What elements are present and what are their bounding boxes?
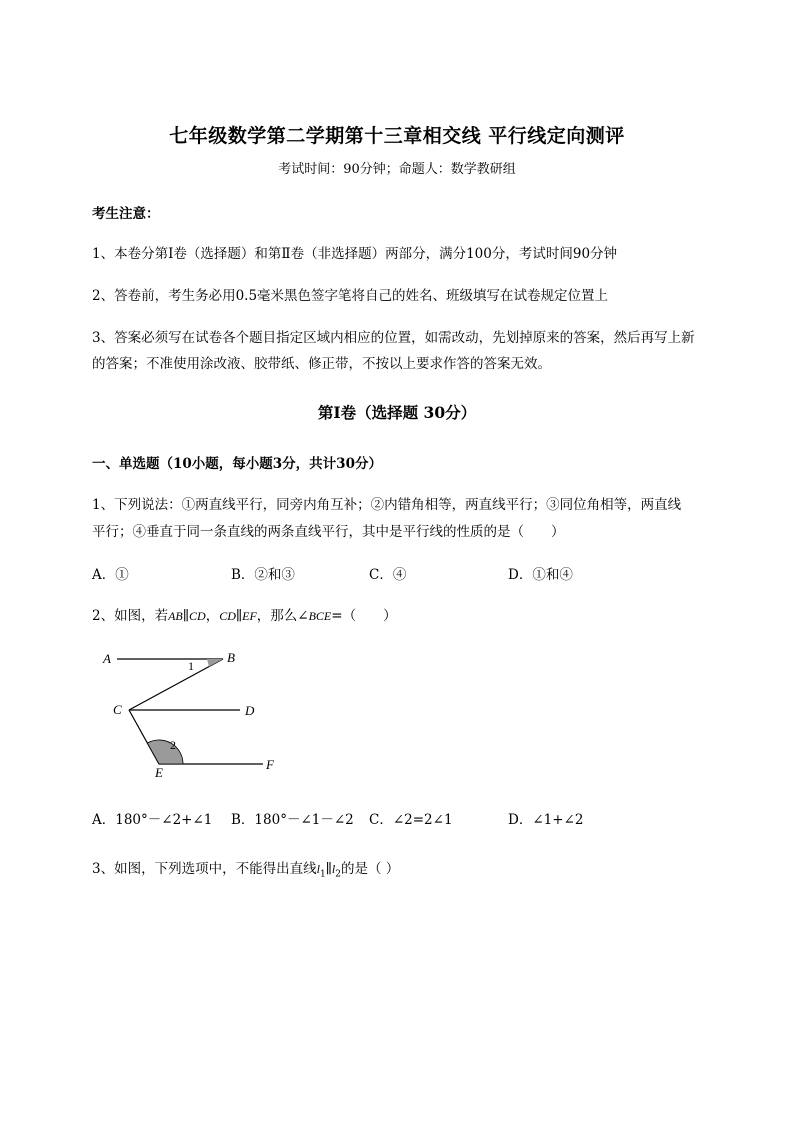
q1-option-a[interactable]: A．① bbox=[92, 567, 129, 583]
part-heading: 一、单选题（10小题，每小题3分，共计30分） bbox=[92, 456, 382, 472]
exam-info: 考试时间：90分钟；命题人：数学教研组 bbox=[278, 162, 516, 177]
point-label-f: F bbox=[266, 757, 274, 772]
q3-subscript-1: 1 bbox=[319, 869, 326, 880]
question-3-stem bbox=[92, 857, 399, 880]
q2-line-ef: EF bbox=[242, 609, 257, 623]
q2-line-ab: AB bbox=[168, 609, 183, 623]
q2-parallel-symbol: ∥ bbox=[182, 608, 190, 624]
q3-parallel-symbol: ∥ bbox=[325, 861, 332, 877]
q1-option-c[interactable]: C．④ bbox=[369, 567, 407, 583]
q3-line-l2: l bbox=[331, 862, 336, 876]
q2-line-cd: CD bbox=[219, 609, 236, 623]
angle-2-marker bbox=[147, 740, 183, 764]
point-label-e: E bbox=[155, 765, 163, 780]
parallel-lines-figure bbox=[95, 640, 295, 780]
point-label-a: A bbox=[103, 651, 111, 666]
notice-item: 的答案；不准使用涂改液、胶带纸、修正带，不按以上要求作答的答案无效。 bbox=[92, 356, 551, 372]
line-bc bbox=[129, 659, 223, 710]
q3-prefix: 3、如图，下列选项中，不能得出直线 bbox=[92, 861, 317, 877]
point-label-b: B bbox=[227, 650, 235, 665]
question-2-stem bbox=[92, 604, 397, 624]
q2-option-b[interactable]: B．180°－∠1－∠2 bbox=[231, 812, 354, 828]
q2-line-cd: CD bbox=[189, 609, 206, 623]
q2-option-d[interactable]: D．∠1+∠2 bbox=[508, 812, 584, 828]
q2-parallel-symbol: ∥ bbox=[235, 608, 243, 624]
q2-option-a[interactable]: A．180°－∠2+∠1 bbox=[92, 812, 213, 828]
section-title: 第Ⅰ卷（选择题 30分） bbox=[317, 403, 477, 422]
q2-comma: ， bbox=[205, 608, 220, 624]
notice-item: 2、答卷前，考生务必用0.5毫米黑色签字笔将自己的姓名、班级填写在试卷规定位置上 bbox=[92, 288, 609, 304]
point-label-c: C bbox=[113, 702, 122, 717]
q2-option-c[interactable]: C．∠2=2∠1 bbox=[369, 812, 453, 828]
q2-prefix: 2、如图，若 bbox=[92, 608, 169, 624]
question-1-line-2: 平行；④垂直于同一条直线的两条直线平行，其中是平行线的性质的是（ ） bbox=[92, 524, 565, 540]
q3-line-l1: l bbox=[316, 862, 320, 876]
q3-suffix: 的是（ ） bbox=[341, 861, 400, 877]
angle-1-marker bbox=[207, 659, 223, 667]
notice-item: 1、本卷分第Ⅰ卷（选择题）和第Ⅱ卷（非选择题）两部分，满分100分，考试时间90分钟 bbox=[92, 246, 618, 262]
question-1-line-1: 1、下列说法：①两直线平行，同旁内角互补；②内错角相等，两直线平行；③同位角相等，两直线 bbox=[92, 497, 682, 513]
point-label-d: D bbox=[245, 703, 255, 718]
page-title: 七年级数学第二学期第十三章相交线 平行线定向测评 bbox=[169, 125, 625, 147]
angle-label-2: 2 bbox=[170, 738, 176, 752]
angle-label-1: 1 bbox=[188, 659, 194, 673]
notice-heading: 考生注意： bbox=[92, 206, 160, 222]
q2-suffix: =（ ） bbox=[331, 608, 397, 624]
notice-item: 3、答案必须写在试卷各个题目指定区域内相应的位置，如需改动，先划掉原来的答案，然后再写上新 bbox=[92, 330, 695, 346]
q1-option-d[interactable]: D．①和④ bbox=[508, 567, 573, 583]
q2-angle-bce: BCE bbox=[308, 609, 332, 623]
q3-subscript-2: 2 bbox=[335, 869, 341, 880]
q2-mid: ，那么∠ bbox=[256, 608, 309, 624]
q1-option-b[interactable]: B．②和③ bbox=[231, 567, 295, 583]
